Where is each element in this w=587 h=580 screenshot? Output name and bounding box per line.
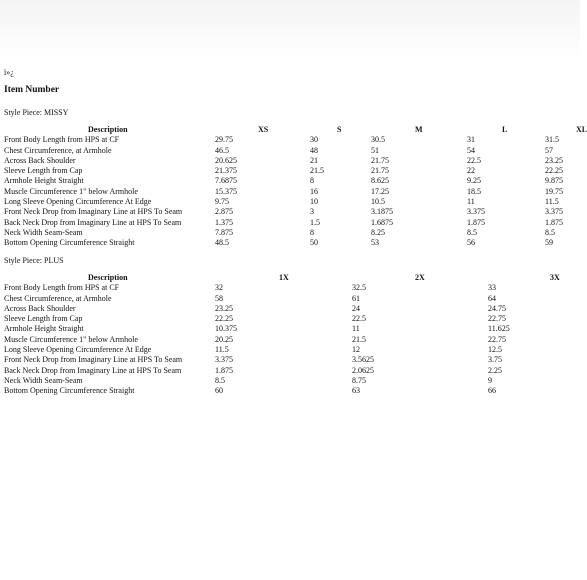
row-description: Neck Width Seam-Seam (4, 227, 83, 237)
row-value: 48.5 (215, 238, 229, 248)
row-value: 10.5 (371, 197, 385, 207)
row-value: 22.75 (488, 314, 506, 324)
row-value: 1.375 (215, 217, 233, 227)
row-value: 50 (310, 238, 318, 248)
row-value: 56 (467, 238, 475, 248)
row-value: 9.25 (467, 176, 481, 186)
row-value: 2.25 (488, 365, 502, 375)
row-value: 30 (310, 135, 318, 145)
row-value: 63 (352, 386, 360, 396)
row-value: 10 (310, 197, 318, 207)
row-value: 21.75 (371, 166, 389, 176)
row-value: 1.875 (545, 217, 563, 227)
row-value: 12.5 (488, 345, 502, 355)
row-value: 16 (310, 186, 318, 196)
header-size: 3X (550, 273, 560, 282)
row-value: 11.625 (488, 324, 510, 334)
row-description: Muscle Circumference 1" below Armhole (4, 334, 138, 344)
row-value: 51 (371, 145, 379, 155)
row-value: 64 (488, 293, 496, 303)
row-value: 66 (488, 386, 496, 396)
row-value: 8.5 (467, 227, 477, 237)
header-size: XS (258, 125, 269, 134)
row-value: 11.5 (545, 197, 559, 207)
row-value: 58 (215, 293, 223, 303)
row-value: 61 (352, 293, 360, 303)
row-description: Long Sleeve Opening Circumference At Edge (4, 197, 152, 207)
row-value: 3.5625 (352, 355, 374, 365)
row-value: 1.6875 (371, 217, 393, 227)
row-description: Neck Width Seam-Seam (4, 375, 83, 385)
row-description: Front Body Length from HPS at CF (4, 283, 120, 293)
row-value: 11.5 (215, 345, 229, 355)
row-value: 3 (310, 207, 314, 217)
row-value: 22.25 (215, 314, 233, 324)
row-value: 23.25 (215, 303, 233, 313)
row-value: 33 (488, 283, 496, 293)
row-value: 10.375 (215, 324, 237, 334)
header-description: Description (88, 125, 128, 134)
row-description: Muscle Circumference 1" below Armhole (4, 186, 138, 196)
row-value: 60 (215, 386, 223, 396)
header-size: 1X (279, 273, 289, 282)
row-value: 57 (545, 145, 553, 155)
row-value: 23.25 (545, 155, 563, 165)
header-size: L (502, 125, 508, 134)
row-description: Bottom Opening Circumference Straight (4, 238, 135, 248)
row-value: 11 (467, 197, 475, 207)
header-description: Description (88, 273, 128, 282)
row-value: 3.375 (545, 207, 563, 217)
row-value: 1.875 (467, 217, 485, 227)
header-size: XL (576, 125, 587, 134)
row-value: 2.0625 (352, 365, 374, 375)
row-description: Sleeve Length from Cap (4, 166, 83, 176)
row-value: 20.625 (215, 155, 237, 165)
row-value: 8 (310, 176, 314, 186)
row-value: 22.5 (467, 155, 481, 165)
row-value: 59 (545, 238, 553, 248)
plus-style-label: Style Piece: PLUS (4, 256, 64, 265)
row-value: 7.6875 (215, 176, 237, 186)
row-value: 3.1875 (371, 207, 393, 217)
row-value: 30.5 (371, 135, 385, 145)
row-value: 54 (467, 145, 475, 155)
row-value: 9 (488, 375, 492, 385)
row-value: 24 (352, 303, 360, 313)
row-description: Bottom Opening Circumference Straight (4, 386, 135, 396)
row-value: 24.75 (488, 303, 506, 313)
row-value: 18.5 (467, 186, 481, 196)
row-value: 3.375 (467, 207, 485, 217)
row-value: 17.25 (371, 186, 389, 196)
row-value: 8.5 (215, 375, 225, 385)
row-value: 31 (467, 135, 475, 145)
row-value: 8.25 (371, 227, 385, 237)
row-value: 7.875 (215, 227, 233, 237)
row-value: 31.5 (545, 135, 559, 145)
row-value: 11 (352, 324, 360, 334)
row-value: 22 (467, 166, 475, 176)
row-value: 22.5 (352, 314, 366, 324)
row-value: 8.625 (371, 176, 389, 186)
row-description: Back Neck Drop from Imaginary Line at HPS To Seam (4, 217, 182, 227)
row-description: Across Back Shoulder (4, 303, 76, 313)
row-value: 8 (310, 227, 314, 237)
top-fade (0, 0, 580, 60)
row-description: Long Sleeve Opening Circumference At Edge (4, 345, 152, 355)
row-value: 21.75 (371, 155, 389, 165)
item-number-heading: Item Number (4, 85, 60, 95)
row-value: 22.25 (545, 166, 563, 176)
row-value: 15.375 (215, 186, 237, 196)
row-value: 9.875 (545, 176, 563, 186)
row-value: 1.875 (215, 365, 233, 375)
row-description: Front Neck Drop from Imaginary Line at HPS To Seam (4, 355, 183, 365)
row-description: Sleeve Length from Cap (4, 314, 83, 324)
header-size: 2X (415, 273, 425, 282)
row-description: Armhole Height Straight (4, 324, 84, 334)
row-value: 53 (371, 238, 379, 248)
row-value: 2.875 (215, 207, 233, 217)
header-size: S (337, 125, 342, 134)
row-description: Armhole Height Straight (4, 176, 84, 186)
row-value: 21.5 (310, 166, 324, 176)
row-value: 12 (352, 345, 360, 355)
row-value: 32.5 (352, 283, 366, 293)
row-value: 21 (310, 155, 318, 165)
row-description: Chest Circumference, at Armhole (4, 145, 112, 155)
row-description: Front Body Length from HPS at CF (4, 135, 120, 145)
row-value: 8.5 (545, 227, 555, 237)
row-value: 48 (310, 145, 318, 155)
encoding-artifact-text: ï»¿ (4, 68, 14, 77)
row-value: 22.75 (488, 334, 506, 344)
row-value: 8.75 (352, 375, 366, 385)
row-value: 3.375 (215, 355, 233, 365)
row-description: Across Back Shoulder (4, 155, 76, 165)
row-description: Chest Circumference, at Armhole (4, 293, 112, 303)
row-value: 20.25 (215, 334, 233, 344)
row-value: 19.75 (545, 186, 563, 196)
row-value: 46.5 (215, 145, 229, 155)
row-value: 21.5 (352, 334, 366, 344)
row-value: 3.75 (488, 355, 502, 365)
row-value: 32 (215, 283, 223, 293)
row-value: 1.5 (310, 217, 320, 227)
row-description: Front Neck Drop from Imaginary Line at HPS To Seam (4, 207, 183, 217)
header-size: M (415, 125, 423, 134)
row-description: Back Neck Drop from Imaginary Line at HPS To Seam (4, 365, 182, 375)
missy-style-label: Style Piece: MISSY (4, 108, 69, 117)
row-value: 9.75 (215, 197, 229, 207)
row-value: 29.75 (215, 135, 233, 145)
row-value: 21.375 (215, 166, 237, 176)
